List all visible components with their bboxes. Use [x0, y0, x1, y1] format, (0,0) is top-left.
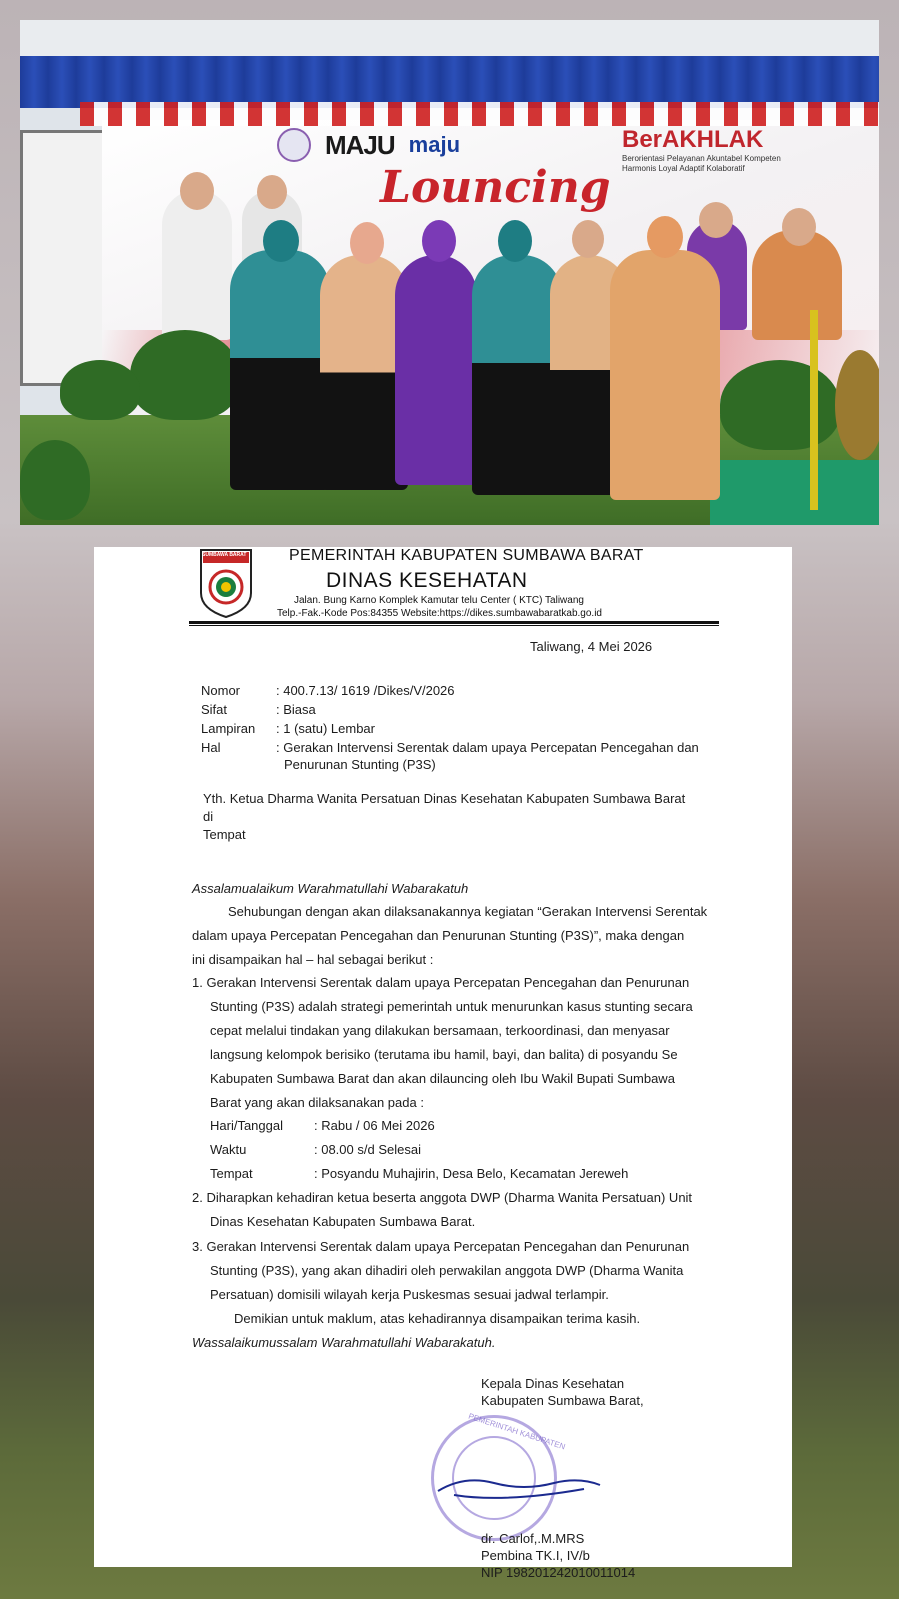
letterhead-rule [189, 621, 719, 624]
banner-logo-maju: MAJU [325, 129, 395, 160]
person-1 [230, 250, 330, 490]
banner-title: Louncing [380, 162, 611, 213]
signatory-name: dr. Carlof,.M.MRS [481, 1531, 585, 1546]
point-line: Stunting (P3S), yang akan dihadiri oleh perwakilan anggota DWP (Dharma Wanita [210, 1263, 684, 1278]
field-value-cont: Penurunan Stunting (P3S) [284, 757, 436, 772]
banner-logo-maju-small: maju [408, 132, 461, 157]
signatory-title: Kepala Dinas Kesehatan [481, 1376, 625, 1391]
banner-brand: BerAKHLAK [622, 126, 764, 153]
field-label: Lampiran [201, 721, 256, 736]
point-line: Dinas Kesehatan Kabupaten Sumbawa Barat. [210, 1214, 476, 1229]
signature-scribble-icon [434, 1469, 604, 1509]
blue-valance [20, 56, 879, 108]
banner-logos [277, 128, 460, 162]
letterhead-contact: Telp.-Fak.-Kode Pos:84355 Website:https://dikes.sumbawabaratkab.go.id [277, 608, 602, 619]
point-line: 3. Gerakan Intervensi Serentak dalam upaya Percepatan Pencegahan dan Penurunan [192, 1239, 690, 1254]
intro-line: dalam upaya Percepatan Pencegahan dan Penurunan Stunting (P3S)”, maka dengan [192, 928, 685, 943]
point-line: Kabupaten Sumbawa Barat dan akan dilauncing oleh Ibu Wakil Bupati Sumbawa [210, 1071, 675, 1086]
official-letter [94, 547, 792, 1580]
signatory-rank: Pembina TK.I, IV/b [481, 1548, 590, 1563]
field-value: : 1 (satu) Lembar [276, 721, 375, 736]
point-line: cepat melalui tindakan yang dilakukan bersamaan, terkoordinasi, dan menyasar [210, 1023, 670, 1038]
field-value: : Biasa [276, 702, 316, 717]
schedule-label: Tempat [210, 1166, 253, 1181]
point-line: 1. Gerakan Intervensi Serentak dalam upaya Percepatan Pencegahan dan Penurunan [192, 975, 690, 990]
letterhead-government: PEMERINTAH KABUPATEN SUMBAWA BARAT [289, 547, 644, 564]
addressee-di: di [203, 809, 214, 824]
addressee-place: Tempat [203, 827, 246, 842]
greeting: Assalamualaikum Warahmatullahi Wabarakatuh [192, 881, 469, 896]
field-value: : Gerakan Intervensi Serentak dalam upaya Percepatan Pencegahan dan [276, 740, 699, 755]
field-label: Hal [201, 740, 221, 755]
field-label: Nomor [201, 683, 241, 698]
letterhead-office: DINAS KESEHATAN [326, 569, 528, 592]
letterhead-address: Jalan. Bung Karno Komplek Kamutar telu Center ( KTC) Taliwang [294, 595, 584, 606]
point-line: langsung kelompok berisiko (terutama ibu hamil, bayi, dan balita) di posyandu Se [210, 1047, 678, 1062]
person-3 [395, 255, 477, 485]
green-mat [710, 460, 879, 525]
tent-roof [20, 20, 879, 60]
schedule-value: : Rabu / 06 Mei 2026 [314, 1118, 435, 1133]
event-photo [20, 20, 879, 525]
schedule-label: Waktu [210, 1142, 247, 1157]
signatory-nip: NIP 198201242010011014 [481, 1565, 636, 1580]
person-6 [610, 250, 720, 500]
place-date: Taliwang, 4 Mei 2026 [530, 639, 653, 654]
point-line: Barat yang akan dilaksanakan pada : [210, 1095, 424, 1110]
banner-brand-sub: Berorientasi Pelayanan Akuntabel Kompeten Harmonis Loyal Adaptif Kolaboratif [622, 154, 781, 173]
intro-line: ini disampaikan hal – hal sebagai berikut : [192, 952, 434, 967]
schedule-value: : Posyandu Muhajirin, Desa Belo, Kecamatan Jereweh [314, 1166, 629, 1181]
schedule-value: : 08.00 s/d Selesai [314, 1142, 421, 1157]
point-line: Stunting (P3S) adalah strategi pemerintah untuk menurunkan kasus stunting secara [210, 999, 693, 1014]
point-line: 2. Diharapkan kehadiran ketua beserta anggota DWP (Dharma Wanita Persatuan) Unit [192, 1190, 693, 1205]
field-value: : 400.7.13/ 1619 /Dikes/V/2026 [276, 683, 455, 698]
intro-line: Sehubungan dengan akan dilaksanakannya kegiatan “Gerakan Intervensi Serentak [228, 904, 708, 919]
emblem-label: SUMBAWA BARAT [202, 552, 247, 558]
schedule-label: Hari/Tanggal [210, 1118, 283, 1133]
farewell: Wassalaikumussalam Warahmatullahi Wabarakatuh. [192, 1335, 496, 1350]
flag-bunting [80, 102, 879, 126]
logo-circle-icon [277, 128, 311, 162]
person-4 [472, 255, 562, 495]
point-line: Persatuan) domisili wilayah kerja Puskesmas sesuai jadwal terlampir. [210, 1287, 609, 1302]
field-label: Sifat [201, 702, 228, 717]
signatory-title-2: Kabupaten Sumbawa Barat, [481, 1393, 644, 1408]
stamp-text: PEMERINTAH KABUPATEN [467, 1411, 567, 1452]
closing: Demikian untuk maklum, atas kehadirannya disampaikan terima kasih. [234, 1311, 641, 1326]
addressee: Yth. Ketua Dharma Wanita Persatuan Dinas Kesehatan Kabupaten Sumbawa Barat [203, 791, 686, 806]
